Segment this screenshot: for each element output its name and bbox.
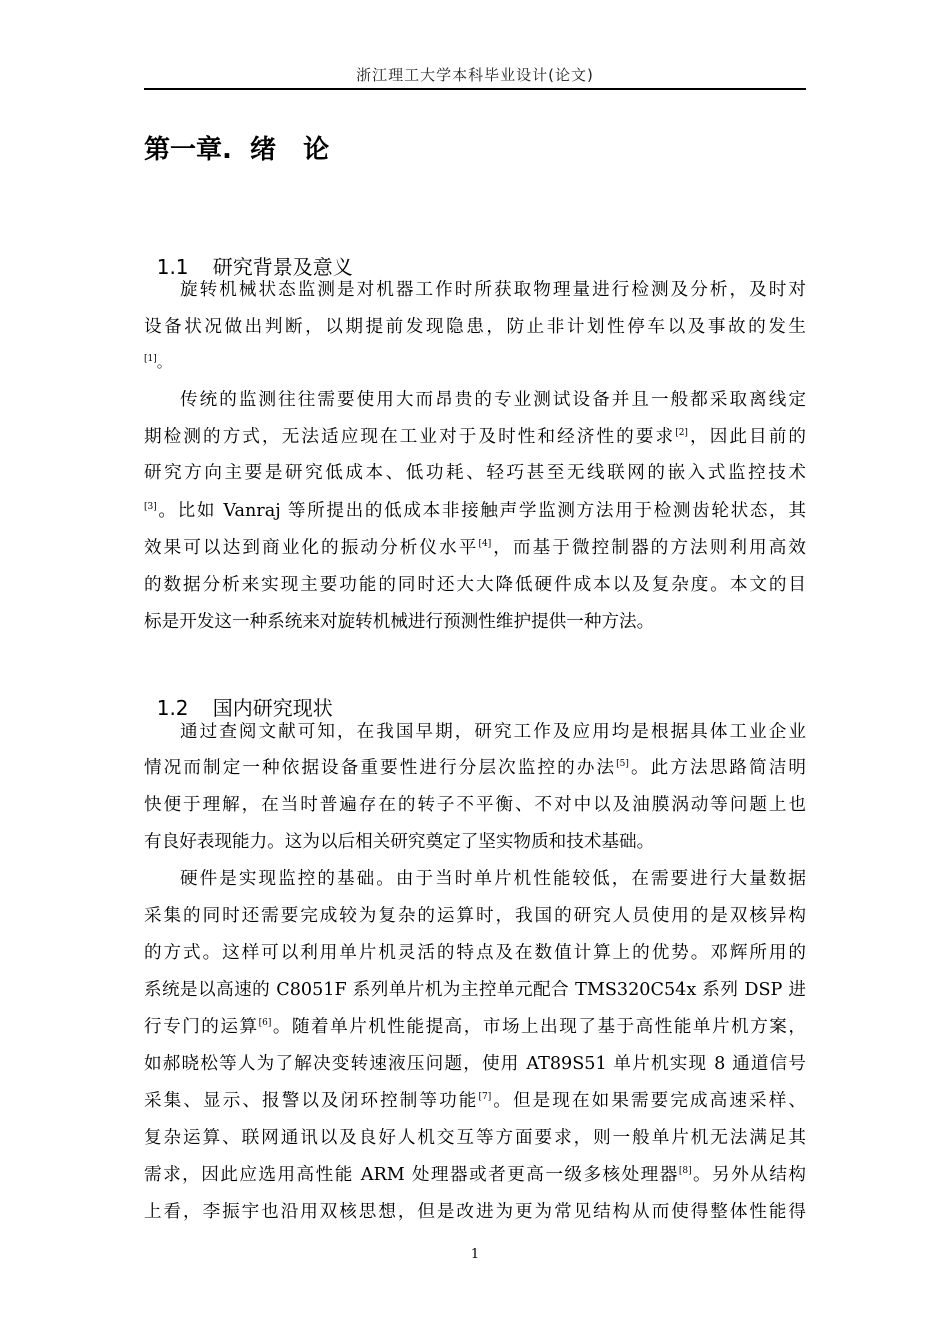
paragraph-line: 旋转机械状态监测是对机器工作时所获取物理量进行检测及分析，及时对 xyxy=(180,280,806,300)
paragraph-line: 上看，李振宇也沿用双核思想，但是改进为更为常见结构从而使得整体性能得 xyxy=(144,1202,806,1222)
paragraph-line: [3]。比如 Vanraj 等所提出的低成本非接触声学监测方法用于检测齿轮状态，其 xyxy=(144,501,806,521)
paragraph-line: 快便于理解，在当时普遍存在的转子不平衡、不对中以及油膜涡动等问题上也 xyxy=(144,795,806,815)
paragraph-line: 采集、显示、报警以及闭环控制等功能[7]。但是现在如果需要完成高速采样、 xyxy=(144,1091,806,1111)
citation-marker: [5] xyxy=(616,759,629,770)
paragraph-line: 期检测的方式，无法适应现在工业对于及时性和经济性的要求[2]，因此目前的 xyxy=(144,427,806,447)
section-heading-1-2 xyxy=(144,663,333,723)
citation-marker: [4] xyxy=(478,539,492,550)
citation-marker: [7] xyxy=(478,1092,492,1103)
paragraph-line: 标是开发这一种系统来对旋转机械进行预测性维护提供一种方法。 xyxy=(144,612,655,632)
paragraph-line: 需求，因此应选用高性能 ARM 处理器或者更高一级多核处理器[8]。另外从结构 xyxy=(144,1165,806,1185)
chapter-title: 第一章. 绪 论 xyxy=(144,135,330,165)
paragraph-line: 研究方向主要是研究低成本、低功耗、轻巧甚至无线联网的嵌入式监控技术 xyxy=(144,463,806,483)
paragraph-line: 的数据分析来实现主要功能的同时还大大降低硬件成本以及复杂度。本文的目 xyxy=(144,575,806,595)
section-title: 国内研究现状 xyxy=(212,696,333,720)
paragraph-line: 设备状况做出判断，以期提前发现隐患，防止非计划性停车以及事故的发生 xyxy=(144,317,806,337)
paragraph-line: 传统的监测往往需要使用大而昂贵的专业测试设备并且一般都采取离线定 xyxy=(180,390,806,410)
paragraph-line: 硬件是实现监控的基础。由于当时单片机性能较低，在需要进行大量数据 xyxy=(180,869,806,889)
citation-marker: [2] xyxy=(675,428,688,439)
citation-marker: [6] xyxy=(258,1018,272,1029)
paragraph-line: 如郝晓松等人为了解决变转速液压问题，使用 AT89S51 单片机实现 8 通道信号 xyxy=(144,1054,806,1074)
paragraph-line: 复杂运算、联网通讯以及良好人机交互等方面要求，则一般单片机无法满足其 xyxy=(144,1128,806,1148)
paragraph-line: 行专门的运算[6]。随着单片机性能提高，市场上出现了基于高性能单片机方案， xyxy=(144,1017,806,1037)
section-number: 1.2 xyxy=(156,696,189,720)
paragraph-line: [1]。 xyxy=(144,353,172,371)
header-rule xyxy=(144,88,806,90)
section-title: 研究背景及意义 xyxy=(212,255,353,279)
paragraph-line: 有良好表现能力。这为以后相关研究奠定了坚实物质和技术基础。 xyxy=(144,832,655,852)
citation-marker: [8] xyxy=(678,1166,692,1177)
citation-marker: [1] xyxy=(144,354,157,364)
running-header: 浙江理工大学本科毕业设计(论文) xyxy=(356,66,594,84)
section-number: 1.1 xyxy=(156,255,189,279)
section-heading-1-1 xyxy=(144,222,353,282)
paragraph-line: 通过查阅文献可知，在我国早期，研究工作及应用均是根据具体工业企业 xyxy=(180,722,806,742)
citation-marker: [3] xyxy=(144,502,157,513)
paragraph-line: 效果可以达到商业化的振动分析仪水平[4]，而基于微控制器的方法则利用高效 xyxy=(144,538,806,558)
paragraph-line: 情况而制定一种依据设备重要性进行分层次监控的办法[5]。此方法思路简洁明 xyxy=(144,758,806,778)
paragraph-line: 系统是以高速的 C8051F 系列单片机为主控单元配合 TMS320C54x 系列 DSP 进 xyxy=(144,980,806,1000)
page-number: 1 xyxy=(470,1247,480,1262)
paragraph-line: 的方式。这样可以利用单片机灵活的特点及在数值计算上的优势。邓辉所用的 xyxy=(144,943,806,963)
paragraph-line: 采集的同时还需要完成较为复杂的运算时，我国的研究人员使用的是双核异构 xyxy=(144,906,806,926)
